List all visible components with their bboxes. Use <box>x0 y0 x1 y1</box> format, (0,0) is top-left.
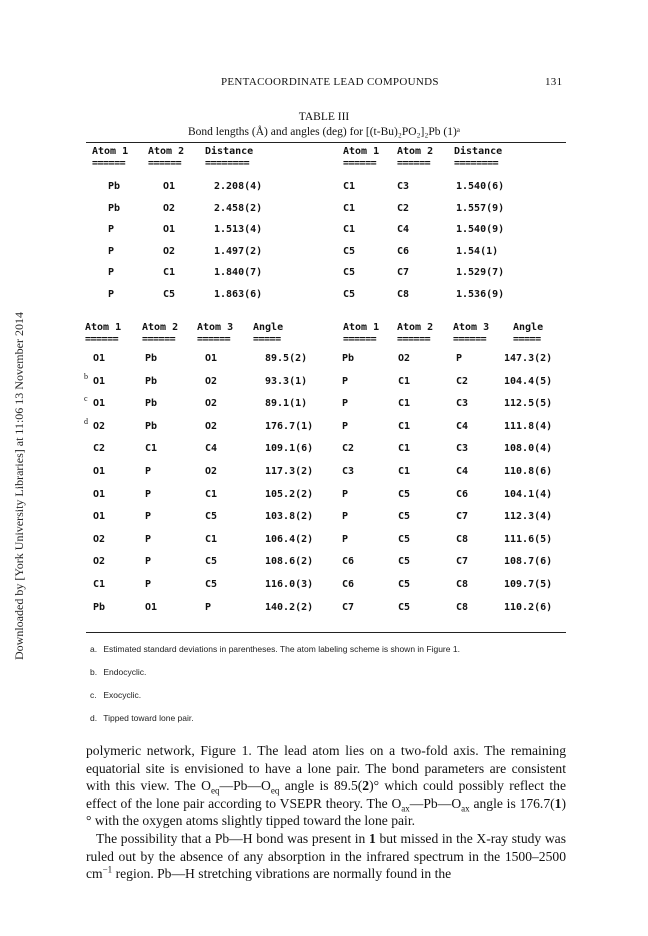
body-text <box>86 742 566 883</box>
bond-atom2: C2 <box>397 202 410 214</box>
bond-distance: 1.557(9) <box>456 202 505 214</box>
angle-atom2: C5 <box>398 579 411 590</box>
angle-atom3: C8 <box>456 533 469 545</box>
angle-atom2: C5 <box>398 511 411 523</box>
angle-value: 93.3(1) <box>265 375 308 387</box>
table-footnote <box>90 690 141 700</box>
angle-atom3: C3 <box>456 398 469 410</box>
angle-footnote-mark: b <box>84 371 88 381</box>
bond-atom2: C8 <box>397 289 410 300</box>
angle-atom3: C5 <box>205 511 218 523</box>
angle-footnote-mark: d <box>84 416 88 426</box>
bond-atom2: C5 <box>163 289 176 300</box>
angle-header-underline: ====== <box>397 334 431 345</box>
angle-atom1: P <box>342 511 349 523</box>
bond-header-underline: ====== <box>92 158 126 169</box>
angle-header-cell: Atom 2 <box>397 322 434 333</box>
angle-atom3: O2 <box>205 375 218 387</box>
bond-atom2: C6 <box>397 245 410 257</box>
table-footnote <box>90 713 194 723</box>
page-number: 131 <box>545 76 563 88</box>
angle-header-cell: Angle <box>513 322 544 333</box>
angle-atom1: C7 <box>342 601 355 613</box>
angle-atom2: C5 <box>398 533 411 545</box>
angle-atom3: C3 <box>456 443 469 455</box>
angle-atom1: O1 <box>93 353 106 364</box>
angle-atom3: C7 <box>456 556 469 568</box>
angle-atom2: C1 <box>145 443 158 455</box>
bond-distance: 1.863(6) <box>214 289 263 300</box>
angle-atom1: P <box>342 398 349 410</box>
angle-value: 106.4(2) <box>265 533 314 545</box>
angle-atom3: C8 <box>456 579 469 590</box>
angle-atom1: O1 <box>93 398 106 410</box>
angle-atom3: C5 <box>205 556 218 568</box>
bond-atom1: Pb <box>108 202 121 214</box>
angle-atom3: C6 <box>456 488 469 500</box>
angle-atom2: P <box>145 533 152 545</box>
angle-atom3: C7 <box>456 511 469 523</box>
bond-atom2: O2 <box>163 245 176 257</box>
angle-value: 89.5(2) <box>265 353 308 364</box>
bond-atom1: P <box>108 224 115 236</box>
angle-atom3: P <box>205 601 212 613</box>
table-footnote <box>90 667 146 677</box>
bond-distance: 1.497(2) <box>214 245 263 257</box>
bond-distance: 1.540(9) <box>456 224 505 236</box>
angle-atom2: P <box>145 466 152 477</box>
angle-atom3: C4 <box>456 466 469 477</box>
bond-atom1: C5 <box>343 267 356 279</box>
angle-atom1: P <box>342 420 349 432</box>
angle-value: 111.8(4) <box>504 420 553 432</box>
bond-header-cell: Atom 1 <box>92 146 129 157</box>
angle-atom2: C5 <box>398 556 411 568</box>
bond-atom2: C4 <box>397 224 410 236</box>
angle-atom3: C4 <box>456 420 469 432</box>
angle-atom2: P <box>145 511 152 523</box>
angle-atom2: P <box>145 579 152 590</box>
angle-atom3: O2 <box>205 466 218 477</box>
angle-header-underline: ===== <box>513 334 541 345</box>
bond-distance: 1.529(7) <box>456 267 505 279</box>
angle-atom1: O1 <box>93 488 106 500</box>
angle-header-cell: Atom 3 <box>453 322 490 333</box>
angle-value: 110.8(6) <box>504 466 553 477</box>
angle-header-cell: Atom 3 <box>197 322 234 333</box>
bond-distance: 2.458(2) <box>214 202 263 214</box>
footnote-text: Tipped toward lone pair. <box>101 713 194 723</box>
angle-atom2: C5 <box>398 488 411 500</box>
angle-atom3: P <box>456 353 463 364</box>
bond-distance: 2.208(4) <box>214 181 263 192</box>
angle-atom1: C2 <box>93 443 106 455</box>
angle-header-underline: ====== <box>197 334 231 345</box>
bond-header-underline: ======== <box>205 158 250 169</box>
bond-distance: 1.840(7) <box>214 267 263 279</box>
angle-atom3: O2 <box>205 420 218 432</box>
angle-atom2: Pb <box>145 398 158 410</box>
table-footnote <box>90 644 460 654</box>
angle-atom2: Pb <box>145 375 158 387</box>
bond-atom1: C1 <box>343 224 356 236</box>
table-label: TABLE III <box>298 111 350 123</box>
bond-distance: 1.536(9) <box>456 289 505 300</box>
angle-value: 117.3(2) <box>265 466 314 477</box>
angle-footnote-mark: c <box>84 394 88 404</box>
bond-distance: 1.540(6) <box>456 181 505 192</box>
angle-value: 109.7(5) <box>504 579 553 590</box>
angle-value: 103.8(2) <box>265 511 314 523</box>
bond-atom1: C1 <box>343 181 356 192</box>
angle-header-underline: ===== <box>253 334 281 345</box>
table-bottom-rule <box>86 632 566 633</box>
angle-value: 116.0(3) <box>265 579 314 590</box>
bond-atom2: O2 <box>163 202 176 214</box>
footnote-text: Exocyclic. <box>101 690 142 700</box>
footnote-mark: b. <box>90 667 98 677</box>
footnote-mark: a. <box>90 644 98 654</box>
angle-atom3: C4 <box>205 443 218 455</box>
angle-header-underline: ====== <box>453 334 487 345</box>
angle-header-underline: ====== <box>142 334 176 345</box>
angle-atom1: O2 <box>93 533 106 545</box>
footnote-mark: c. <box>90 690 97 700</box>
angle-atom1: P <box>342 488 349 500</box>
bond-atom1: P <box>108 245 115 257</box>
angle-value: 112.5(5) <box>504 398 553 410</box>
bond-atom1: P <box>108 289 115 300</box>
angle-atom3: C8 <box>456 601 469 613</box>
angle-value: 105.2(2) <box>265 488 314 500</box>
angle-atom1: C3 <box>342 466 355 477</box>
angle-atom2: O1 <box>145 601 158 613</box>
angle-header-cell: Angle <box>253 322 284 333</box>
angle-atom2: C1 <box>398 443 411 455</box>
angle-value: 108.0(4) <box>504 443 553 455</box>
angle-atom1: C6 <box>342 556 355 568</box>
angle-atom1: C1 <box>93 579 106 590</box>
bond-atom1: Pb <box>108 181 121 192</box>
bond-header-underline: ====== <box>343 158 377 169</box>
bond-atom1: C5 <box>343 245 356 257</box>
bond-header-underline: ====== <box>148 158 182 169</box>
bond-distance: 1.513(4) <box>214 224 263 236</box>
footnote-text: Estimated standard deviations in parentheses. The atom labeling scheme is shown in Figure 1. <box>101 644 460 654</box>
bond-header-underline: ====== <box>397 158 431 169</box>
angle-header-cell: Atom 1 <box>85 322 122 333</box>
bond-header-cell: Atom 2 <box>397 146 434 157</box>
bond-atom2: C1 <box>163 267 176 279</box>
running-head-title: PENTACOORDINATE LEAD COMPOUNDS <box>221 76 439 88</box>
angle-atom2: C1 <box>398 375 411 387</box>
angle-atom2: P <box>145 556 152 568</box>
angle-value: 147.3(2) <box>504 353 553 364</box>
angle-atom2: O2 <box>398 353 411 364</box>
bond-atom2: O1 <box>163 181 176 192</box>
angle-atom1: O1 <box>93 511 106 523</box>
bond-atom2: O1 <box>163 224 176 236</box>
angle-value: 104.1(4) <box>504 488 553 500</box>
footnote-mark: d. <box>90 713 98 723</box>
angle-atom1: P <box>342 533 349 545</box>
bond-distance: 1.54(1) <box>456 245 499 257</box>
angle-value: 112.3(4) <box>504 511 553 523</box>
bond-atom2: C7 <box>397 267 410 279</box>
bond-header-cell: Distance <box>454 146 503 157</box>
angle-atom1: Pb <box>342 353 355 364</box>
angle-atom3: C5 <box>205 579 218 590</box>
angle-atom2: Pb <box>145 353 158 364</box>
angle-atom3: C1 <box>205 533 218 545</box>
table-caption-text: Bond lengths (Å) and angles (deg) for [(t-Bu)₂PO₂]₂Pb (1)ᵃ <box>188 126 460 138</box>
download-watermark: Downloaded by [York University Libraries] at 11:06 13 November 2014 <box>12 312 26 660</box>
angle-atom2: C1 <box>398 398 411 410</box>
bond-header-underline: ======== <box>454 158 499 169</box>
angle-atom1: P <box>342 375 349 387</box>
angle-atom3: O2 <box>205 398 218 410</box>
footnote-text: Endocyclic. <box>101 667 147 677</box>
bond-header-cell: Atom 1 <box>343 146 380 157</box>
angle-atom2: C1 <box>398 420 411 432</box>
angle-atom2: C1 <box>398 466 411 477</box>
angle-atom1: Pb <box>93 601 106 613</box>
bond-atom2: C3 <box>397 181 410 192</box>
angle-value: 111.6(5) <box>504 533 553 545</box>
angle-atom1: O2 <box>93 556 106 568</box>
body-paragraph-2: The possibility that a Pb—H bond was present in 1 but missed in the X-ray study was ruled out by the absence of any absorption in the infrared spectrum in the 1500–2500 $cm^{-1}$ region. Pb—H stretching vibrations are normally found in the <box>86 830 566 882</box>
angle-value: 109.1(6) <box>265 443 314 455</box>
angle-atom1: C6 <box>342 579 355 590</box>
angle-atom2: Pb <box>145 420 158 432</box>
bond-header-cell: Atom 2 <box>148 146 185 157</box>
angle-value: 176.7(1) <box>265 420 314 432</box>
bond-header-cell: Distance <box>205 146 254 157</box>
bond-atom1: C5 <box>343 289 356 300</box>
angle-header-underline: ====== <box>343 334 377 345</box>
angle-atom3: O1 <box>205 353 218 364</box>
angle-atom3: C2 <box>456 375 469 387</box>
bond-atom1: C1 <box>343 202 356 214</box>
angle-atom1: C2 <box>342 443 355 455</box>
angle-value: 108.7(6) <box>504 556 553 568</box>
angle-value: 108.6(2) <box>265 556 314 568</box>
angle-atom2: P <box>145 488 152 500</box>
angle-header-cell: Atom 2 <box>142 322 179 333</box>
angle-atom1: O1 <box>93 466 106 477</box>
angle-value: 104.4(5) <box>504 375 553 387</box>
angle-atom3: C1 <box>205 488 218 500</box>
angle-value: 140.2(2) <box>265 601 314 613</box>
angle-atom2: C5 <box>398 601 411 613</box>
body-paragraph-1: polymeric network, Figure 1. The lead atom lies on a two-fold axis. The remaining equatorial site is envisioned to have a lone pair. The bond parameters are consistent with this view. The $O_{eq}—Pb—O_{eq}$ angle is 89.5(2)° which could possibly reflect the effect of the lone pair according to VSEPR theory. The $O_{ax}—Pb—O_{ax}$ angle is 176.7(1)° with the oxygen atoms slightly tipped toward the lone pair. <box>86 743 566 829</box>
bond-atom1: P <box>108 267 115 279</box>
angle-value: 89.1(1) <box>265 398 308 410</box>
angle-header-underline: ====== <box>85 334 119 345</box>
angle-value: 110.2(6) <box>504 601 553 613</box>
angle-atom1: O2 <box>93 420 106 432</box>
angle-atom1: O1 <box>93 375 106 387</box>
angle-header-cell: Atom 1 <box>343 322 380 333</box>
